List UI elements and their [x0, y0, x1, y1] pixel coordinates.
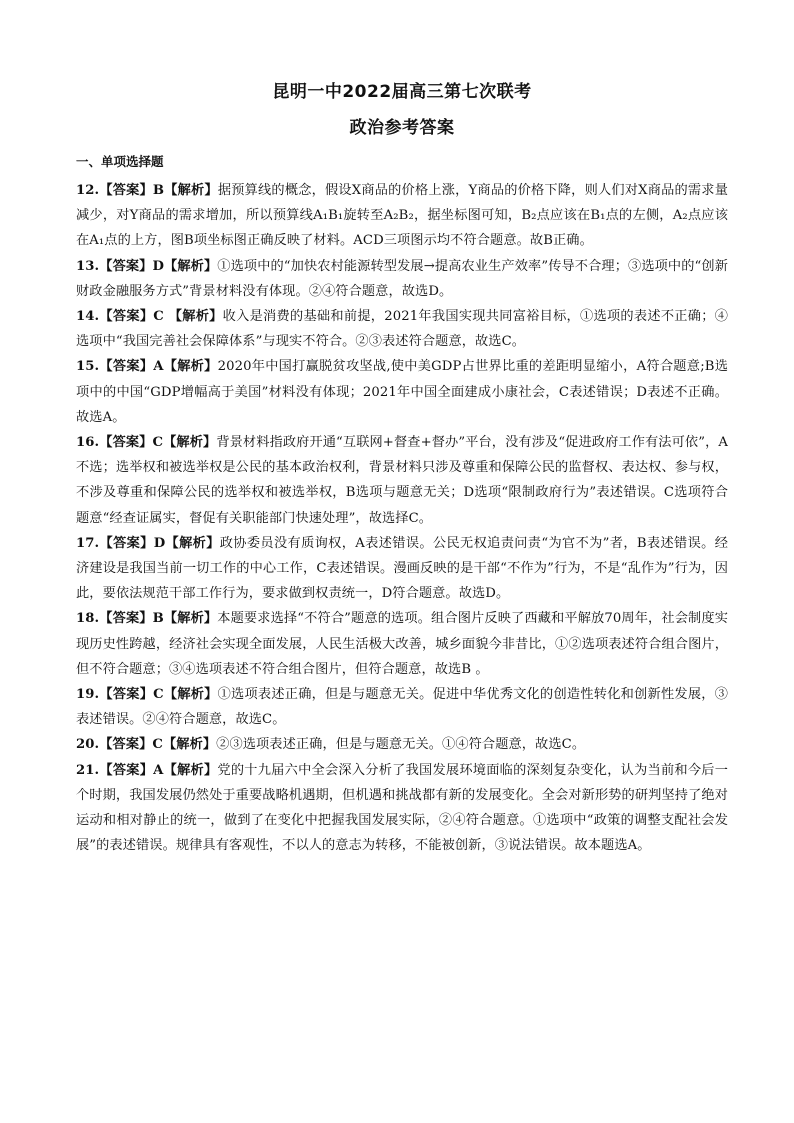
- analysis-tag: 【解析】: [163, 611, 218, 627]
- analysis-text: 本题要求选择“不符合”题意的选项。组合图片反映了西藏和平解放70周年，社会制度实现历史性跨越，经济社会实现全面发展，人民生活极大改善，城乡面貌今非昔比，①②选项表述符合组合图片，但不符合题意；③④选项表述不符合组合图片，但符合题意，故选B 。: [76, 611, 728, 677]
- analysis-tag: 【解析】: [165, 535, 220, 551]
- analysis-tag: 【解析】: [163, 359, 218, 375]
- answer-number: 13.: [76, 258, 100, 274]
- answer-tag: 【答案】C: [99, 687, 164, 703]
- analysis-text: 党的十九届六中全会深入分析了我国发展环境面临的深刻复杂变化，认为当前和今后一个时期，我国发展仍然处于重要战略机遇期，但机遇和挑战都有新的发展变化。全会对新形势的研判坚持了绝对运动和相对静止的统一，做到了在变化中把握我国发展实际，②④符合题意。①选项中“政策的调整支配社会发展”的表述错误。规律具有客观性，不以人的意志为转移，不能被创新，③说法错误。故本题选A。: [76, 762, 729, 854]
- answer-item-18: [76, 606, 728, 682]
- answer-item-16: [76, 430, 728, 531]
- answer-tag: 【答案】A: [99, 762, 164, 778]
- answer-tag: 【答案】B: [99, 183, 165, 198]
- answer-number: 19.: [76, 687, 100, 703]
- analysis-tag: 【解析】: [163, 435, 217, 451]
- answer-item-21: [76, 758, 728, 859]
- answer-number: 12.: [76, 183, 100, 198]
- answer-tag: 【答案】D: [99, 258, 165, 274]
- analysis-text: ①选项表述正确，但是与题意无关。促进中华优秀文化的创造性转化和创新性发展，③表述错误。②④符合题意，故选C。: [76, 687, 728, 728]
- analysis-text: ①选项中的“加快农村能源转型发展→提高农业生产效率”传导不合理；③选项中的“创新财政金融服务方式”背景材料没有体现。②④符合题意，故选D。: [76, 258, 728, 299]
- analysis-tag: 【解析】: [164, 183, 218, 198]
- answer-number: 14.: [76, 309, 100, 325]
- analysis-text: 收入是消费的基础和前提，2021年我国实现共同富裕目标，①选项的表述不正确；④选项中“我国完善社会保障体系”与现实不符合。②③表述符合题意，故选C。: [76, 309, 728, 350]
- analysis-tag: 【解析】: [163, 687, 218, 703]
- answer-item-14: [76, 304, 728, 354]
- analysis-tag: 【解析】: [163, 762, 218, 778]
- answer-tag: 【答案】A: [99, 359, 164, 375]
- answer-number: 16.: [76, 435, 100, 451]
- answer-number: 20.: [76, 737, 100, 753]
- answer-item-17: [76, 531, 728, 607]
- answer-tag: 【答案】D: [99, 535, 166, 551]
- answer-tag: 【答案】B: [99, 611, 164, 627]
- answer-tag: 【答案】C: [99, 435, 164, 451]
- answer-item-20: [76, 732, 728, 757]
- analysis-text: ②③选项表述正确，但是与题意无关。①④符合题意，故选C。: [216, 737, 586, 753]
- answer-item-13: [76, 254, 728, 304]
- analysis-tag: 【解析】: [163, 309, 223, 325]
- analysis-tag: 【解析】: [164, 258, 218, 274]
- answer-item-19: [76, 682, 728, 732]
- answer-tag: 【答案】C: [99, 737, 163, 753]
- answer-item-12: [76, 178, 728, 254]
- answer-number: 21.: [76, 762, 100, 778]
- answer-list: [76, 178, 728, 858]
- document-subtitle: 政治参考答案: [349, 118, 455, 138]
- analysis-text: 2020年中国打赢脱贫攻坚战,使中美GDP占世界比重的差距明显缩小，A符合题意;B选项中的中国“GDP增幅高于美国”材料没有体现；2021年中国全面建成小康社会，C表述错误；D表述不正确。故选A。: [76, 359, 729, 425]
- document-title: 昆明一中2022届高三第七次联考: [272, 82, 532, 102]
- answer-number: 17.: [76, 535, 100, 551]
- section-heading: 一、单项选择题: [76, 154, 164, 169]
- answer-number: 15.: [76, 359, 100, 375]
- answer-number: 18.: [76, 611, 100, 627]
- analysis-tag: 【解析】: [163, 737, 217, 753]
- answer-item-15: [76, 354, 728, 430]
- analysis-text: 据预算线的概念，假设X商品的价格上涨，Y商品的价格下降，则人们对X商品的需求量减少，对Y商品的需求增加，所以预算线A₁B₁旋转至A₂B₂，据坐标图可知，B₂点应该在B₁点的左侧，A₂点应该在A₁点的上方，图B项坐标图正确反映了材料。ACD三项图示均不符合题意。故B正确。: [76, 183, 728, 249]
- answer-tag: 【答案】C: [99, 309, 164, 325]
- analysis-text: 背景材料指政府开通“互联网+督查+督办”平台，没有涉及“促进政府工作有法可依”，A不选；选举权和被选举权是公民的基本政治权利，背景材料只涉及尊重和保障公民的监督权、表达权、参与权，不涉及尊重和保障公民的选举权和被选举权，B选项与题意无关；D选项“限制政府行为”表述错误。C选项符合题意“经查证属实，督促有关职能部门快速处理”，故选择C。: [76, 435, 728, 526]
- analysis-text: 政协委员没有质询权，A表述错误。公民无权追责问责“为官不为”者，B表述错误。经济建设是我国当前一切工作的中心工作，C表述错误。漫画反映的是干部“不作为”行为，不是“乱作为”行为，因此，要依法规范干部工作行为，要求做到权责统一，D符合题意。故选D。: [76, 535, 728, 602]
